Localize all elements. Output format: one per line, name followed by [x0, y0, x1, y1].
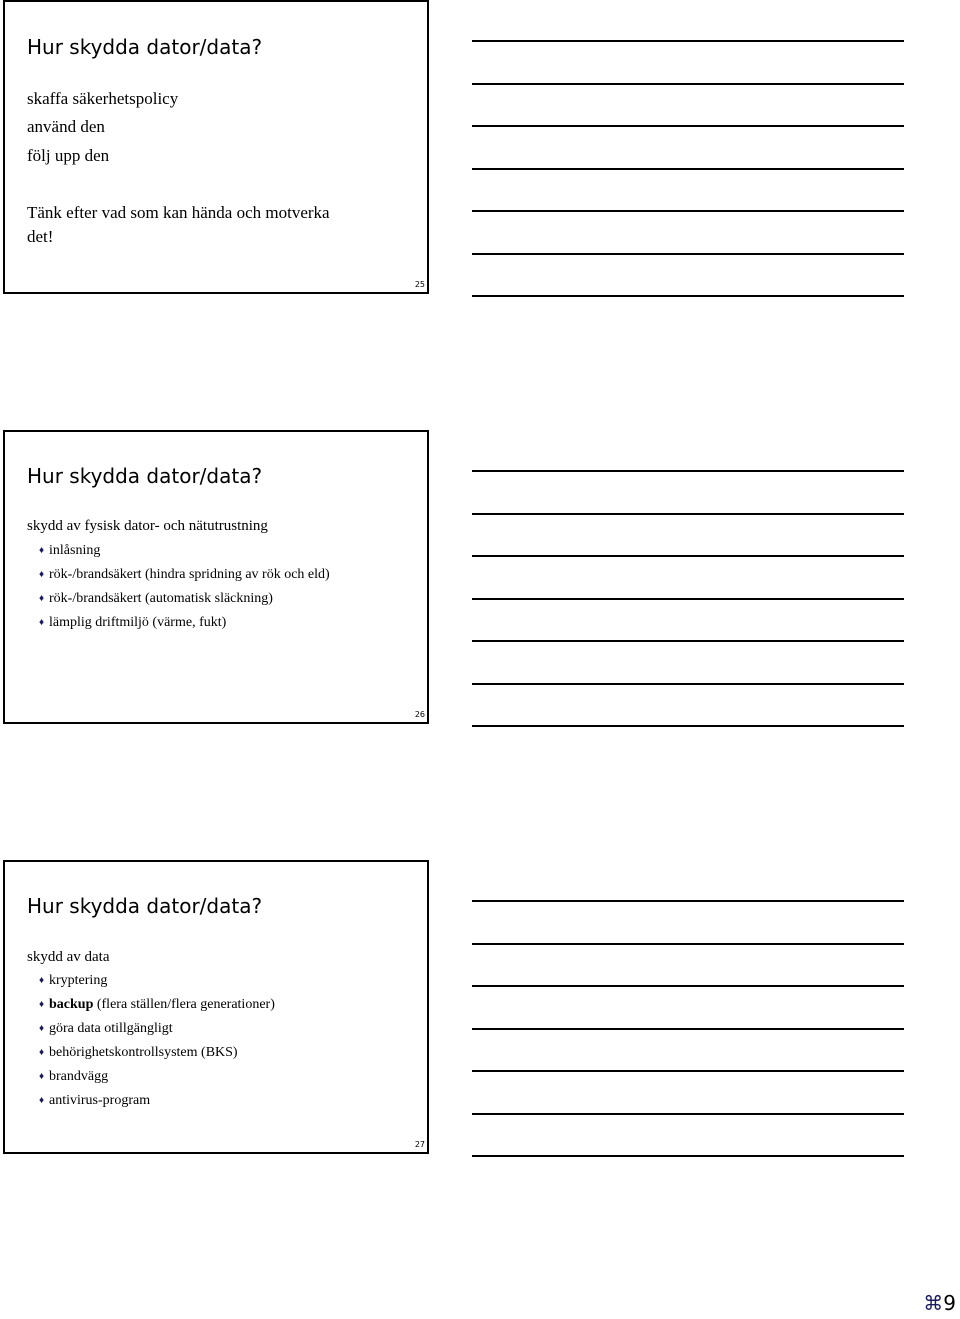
- bullet-text: brandvägg: [49, 1069, 109, 1084]
- diamond-bullet-icon: ♦: [39, 593, 45, 604]
- note-line: [472, 1155, 904, 1157]
- note-line: [472, 555, 904, 557]
- bullet-text: behörighetskontrollsystem (BKS): [49, 1045, 238, 1060]
- slide-text-line: det!: [27, 227, 54, 246]
- note-line: [472, 683, 904, 685]
- slide-intro: skydd av data: [27, 949, 110, 965]
- note-line: [472, 1028, 904, 1030]
- bullet-item: [39, 1044, 238, 1062]
- diamond-bullet-icon: ♦: [39, 1095, 45, 1106]
- command-icon: ⌘: [923, 1291, 944, 1315]
- note-line: [472, 640, 904, 642]
- note-line: [472, 900, 904, 902]
- diamond-bullet-icon: ♦: [39, 569, 45, 580]
- slide-text-line: följ upp den: [27, 146, 110, 165]
- slide-number: 25: [414, 280, 425, 289]
- slide-title: Hur skydda dator/data?: [27, 894, 263, 918]
- bullet-item: [39, 566, 330, 584]
- slide-25: [3, 0, 429, 294]
- note-line: [472, 125, 904, 127]
- note-line: [472, 943, 904, 945]
- note-line: [472, 40, 904, 42]
- slide-title: Hur skydda dator/data?: [27, 464, 263, 488]
- note-line: [472, 168, 904, 170]
- note-line: [472, 1113, 904, 1115]
- bullet-text: inlåsning: [49, 543, 101, 558]
- bullet-emphasis: backup: [49, 997, 94, 1012]
- note-line: [472, 83, 904, 85]
- note-line: [472, 985, 904, 987]
- bullet-text: göra data otillgängligt: [49, 1021, 173, 1036]
- note-line: [472, 598, 904, 600]
- slide-text-line: Tänk efter vad som kan hända och motverka: [27, 203, 330, 222]
- note-line: [472, 470, 904, 472]
- diamond-bullet-icon: ♦: [39, 545, 45, 556]
- slide-intro: skydd av fysisk dator- och nätutrustning: [27, 518, 268, 534]
- note-line: [472, 1070, 904, 1072]
- bullet-text: rök-/brandsäkert (automatisk släckning): [49, 591, 273, 606]
- bullet-item: [39, 614, 227, 632]
- diamond-bullet-icon: ♦: [39, 617, 45, 628]
- bullet-text: antivirus-program: [49, 1093, 151, 1108]
- diamond-bullet-icon: ♦: [39, 1023, 45, 1034]
- note-line: [472, 253, 904, 255]
- bullet-text: (flera ställen/flera generationer): [96, 997, 275, 1012]
- bullet-text: kryptering: [49, 973, 108, 988]
- note-line: [472, 725, 904, 727]
- slide-26: [3, 430, 429, 724]
- bullet-item: [39, 972, 108, 990]
- page-corner-mark: [923, 1291, 956, 1315]
- note-line: [472, 295, 904, 297]
- diamond-bullet-icon: ♦: [39, 1071, 45, 1082]
- note-line: [472, 513, 904, 515]
- bullet-item: [39, 996, 275, 1014]
- diamond-bullet-icon: ♦: [39, 1047, 45, 1058]
- slide-text-line: skaffa säkerhetspolicy: [27, 89, 179, 108]
- diamond-bullet-icon: ♦: [39, 975, 45, 986]
- slide-27: [3, 860, 429, 1154]
- bullet-item: [39, 1020, 173, 1038]
- page-number: 9: [943, 1291, 956, 1315]
- bullet-text: rök-/brandsäkert (hindra spridning av rök och eld): [49, 567, 330, 582]
- bullet-item: [39, 590, 273, 608]
- bullet-item: [39, 1092, 151, 1110]
- bullet-item: [39, 1068, 109, 1086]
- slide-text-line: använd den: [27, 117, 105, 136]
- diamond-bullet-icon: ♦: [39, 999, 45, 1010]
- slide-number: 26: [414, 710, 425, 719]
- bullet-text: lämplig driftmiljö (värme, fukt): [49, 615, 227, 630]
- slide-number: 27: [414, 1140, 425, 1149]
- note-line: [472, 210, 904, 212]
- slide-title: Hur skydda dator/data?: [27, 35, 263, 59]
- bullet-item: [39, 542, 101, 560]
